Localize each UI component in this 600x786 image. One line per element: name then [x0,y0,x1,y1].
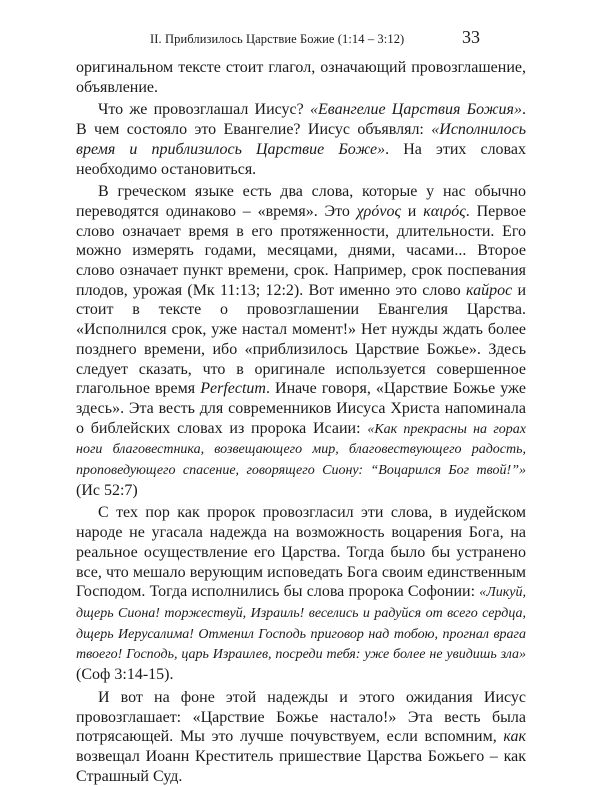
running-title: II. Приблизилось Царствие Божие (1:14 – 3:12) [150,32,405,46]
paragraph-3 [76,503,526,684]
paragraph-text: . Первое слово означает время в его протяженности, длительности. Его можно измерять годами, месяцами, днями, часами... Второе слово означает пункт времени, срок. Например, срок поспевания плодов, урожая (Мк 11:13; 12:2). Вот именно это слово [76,202,526,299]
paragraph-text: и [400,202,424,220]
italic-term: Perfectum [200,380,266,398]
italic-quote: «Исполнилось время и приблизилось Царствие Боже» [76,121,526,158]
scripture-quote: «Как прекрасны на горах ноги благовестника, возвещающего мир, благовествующего радость, проповедующего спасение, говорящего Сиону: “Воцарился Бог твой!”» [76,421,527,479]
paragraph-text: возвещал Иоанн Креститель пришествие Царства Божьего – как Страшный Суд. [76,747,526,785]
paragraph-text: С тех пор как пророк провозгласил эти слова, в иудейском народе не угасала надежда на возможность воцарения Бога, на реальное осуществление его Царства. Тогда было бы устранено все, что мешало верующим исповедать Бога своим единственным Господом. Тогда исполнились бы слова пророка Софонии: [76,504,526,601]
page-number: 33 [462,27,480,47]
greek-word-chronos: χρόνος [356,202,401,220]
paragraph-text: . На этих словах необходимо остановиться. [76,140,527,178]
paragraph-1 [76,100,526,179]
italic-word: кайрос [466,281,513,299]
paragraph-text: оригинальном тексте стоит глагол, означающий провозглашение, объявление. [76,59,526,96]
paragraph-text: . В чем состояло это Евангелие? Иисус объявлял: [76,101,526,139]
italic-quote: «Евангелие Царствия Божия» [310,101,522,119]
paragraph-text: Что же провозглашал Иисус? [98,101,310,119]
scripture-reference: (Ис 52:7) [76,481,138,499]
greek-word-kairos: καιρός [423,202,466,220]
paragraph-2 [76,182,526,500]
scripture-reference: (Соф 3:14-15). [76,666,174,684]
paragraph-text: И вот на фоне этой надежды и этого ожидания Иисус провозглашает: «Царствие Божье настало!» Эта весть была потрясающей. Мы это лучше почувствуем, если вспомним, [76,688,526,746]
italic-word: как [503,728,526,746]
paragraph-0 [76,58,526,97]
paragraph-text: . Иначе говоря, «Царствие Божье уже здесь». Эта весть для современников Иисуса Христа напоминала о библейских словах из пророка Исаии: [76,380,527,437]
body-text [76,58,526,786]
paragraph-text: В греческом языке есть два слова, которые у нас обычно переводятся одинаково – «время». Это [76,183,526,220]
paragraph-text: и стоит в тексте о провозглашении Евангелия Царства. «Исполнился срок, уже настал момент!» Нет нужды ждать более позднего времени, ибо «приблизилось Царствие Божье». Здесь следует сказать, что в оригинале используется совершенное глагольное время [76,281,527,398]
scripture-quote: «Ликуй, дщерь Сиона! торжествуй, Израиль! веселись и радуйся от всего сердца, дщерь Иерусалима! Отменил Господь приговор над тобою, прогнал врага твоего! Господь, царь Израилев, посреди тебя: уже более не увидишь зла» [76,585,526,663]
paragraph-4 [76,688,526,786]
